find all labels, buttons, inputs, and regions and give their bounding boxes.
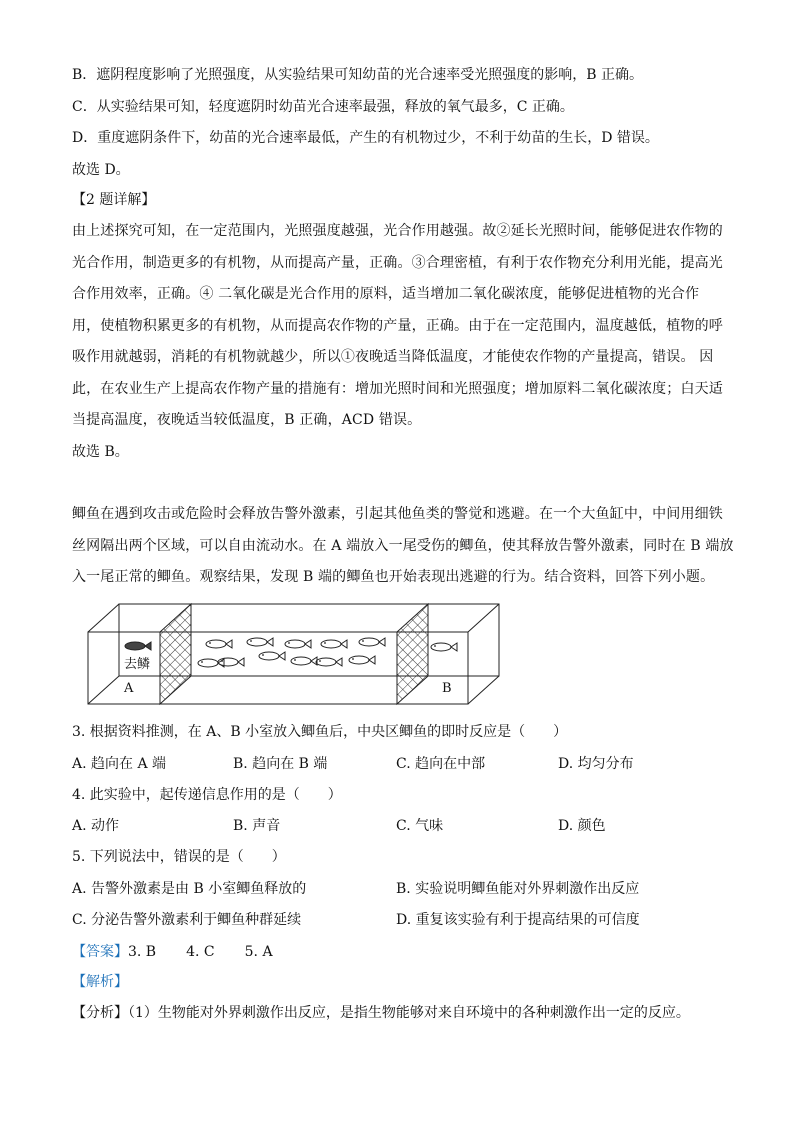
q3-option-a: A. 趋向在 A 端: [72, 756, 167, 772]
q3-option-c: C. 趋向在中部: [396, 756, 486, 772]
answer-5: 5. A: [244, 944, 273, 960]
q5-option-a: A. 告警外激素是由 B 小室鲫鱼释放的: [72, 881, 307, 897]
material-line: 丝网隔出两个区域，可以自由流动水。在 A 端放入一尾受伤的鲫鱼，使其释放告警外激素，同时在 B 端放: [72, 537, 734, 554]
q3-stem: 3. 根据资料推测，在 A、B 小室放入鲫鱼后，中央区鲫鱼的即时反应是（ ）: [72, 724, 568, 740]
central-fish-school: [198, 638, 385, 667]
q2-line: 吸作用就越弱，消耗的有机物就越少，所以①夜晚适当降低温度，才能使农作物的产量提高，错误。 因: [72, 349, 714, 365]
normal-fish-icon: [431, 643, 457, 651]
q2-heading: 【2 题详解】: [72, 192, 156, 208]
label-qulin: 去鳞: [124, 657, 151, 672]
q3-option-b: B. 趋向在 B 端: [233, 756, 328, 772]
q2-line: 由上述探究可知，在一定范围内，光照强度越强，光合作用越强。故②延长光照时间，能够促进农作物的: [72, 223, 723, 239]
q5-option-d: D. 重复该实验有利于提高结果的可信度: [396, 912, 640, 928]
answer-4: 4. C: [186, 944, 215, 960]
left-wire-mesh: [160, 604, 191, 704]
q2-line: 合作用效率，正确。④ 二氧化碳是光合作用的原料，适当增加二氧化碳浓度，能够促进植物的光合作: [72, 286, 700, 302]
answer-row: [72, 942, 273, 962]
tank-outline: [88, 604, 499, 704]
material-line: 鲫鱼在遇到攻击或危险时会释放告警外激素，引起其他鱼类的警觉和逃避。在一个大鱼缸中，中间用细铁: [72, 506, 723, 522]
q4-option-b: B. 声音: [233, 818, 281, 834]
choose-b: 故选 B。: [72, 444, 129, 460]
q5-stem: 5. 下列说法中，错误的是（ ）: [72, 849, 286, 865]
fenxi-label: 【分析】: [72, 1005, 128, 1021]
q5-option-c: C. 分泌告警外激素利于鲫鱼种群延续: [72, 912, 302, 928]
q4-stem: 4. 此实验中，起传递信息作用的是（ ）: [72, 787, 342, 803]
material-line: 入一尾正常的鲫鱼。观察结果，发现 B 端的鲫鱼也开始表现出逃避的行为。结合资料，回答下列小题。: [72, 569, 715, 585]
q2-line: 用，使植物积累更多的有机物，从而提高农作物的产量，正确。由于在一定范围内，温度越低，植物的呼: [72, 317, 723, 334]
q2-explanation: [72, 216, 726, 437]
answer-label: 【答案】: [72, 944, 128, 960]
q2-line: 光合作用，制造更多的有机物，从而提高产量，正确。③合理密植，有利于农作物充分利用光能，提高光: [72, 254, 723, 271]
label-a: A: [124, 681, 134, 696]
q2-line: 当提高温度，夜晚适当较低温度，B 正确，ACD 错误。: [72, 412, 422, 428]
analysis-label: 【解析】: [72, 974, 128, 990]
explanation-d: D．重度遮阴条件下，幼苗的光合速率最低，产生的有机物过少，不利于幼苗的生长，D 错误。: [72, 130, 659, 146]
fish-tank-diagram: [86, 600, 506, 708]
choose-d: 故选 D。: [72, 162, 130, 178]
fenxi-row: [72, 1003, 690, 1023]
answer-3: 3. B: [128, 944, 157, 960]
material-paragraph: [72, 499, 734, 594]
fenxi-text: （1）生物能对外界刺激作出反应，是指生物能够对来自环境中的各种刺激作出一定的反应。: [128, 1005, 690, 1021]
explanation-b: B．遮阴程度影响了光照强度，从实验结果可知幼苗的光合速率受光照强度的影响，B 正确。: [72, 67, 644, 83]
q4-option-d: D. 颜色: [558, 818, 606, 834]
label-b: B: [442, 681, 452, 696]
q5-option-b: B. 实验说明鲫鱼能对外界刺激作出反应: [396, 881, 640, 897]
q3-option-d: D. 均匀分布: [558, 756, 634, 772]
explanation-c: C．从实验结果可知，轻度遮阴时幼苗光合速率最强，释放的氧气最多，C 正确。: [72, 99, 574, 115]
right-wire-mesh: [397, 604, 428, 704]
q4-option-c: C. 气味: [396, 818, 444, 834]
q4-option-a: A. 动作: [72, 818, 120, 834]
q2-line: 此，在农业生产上提高农作物产量的措施有：增加光照时间和光照强度；增加原料二氧化碳浓度；白天适: [72, 380, 723, 397]
injured-fish-icon: [125, 642, 151, 650]
